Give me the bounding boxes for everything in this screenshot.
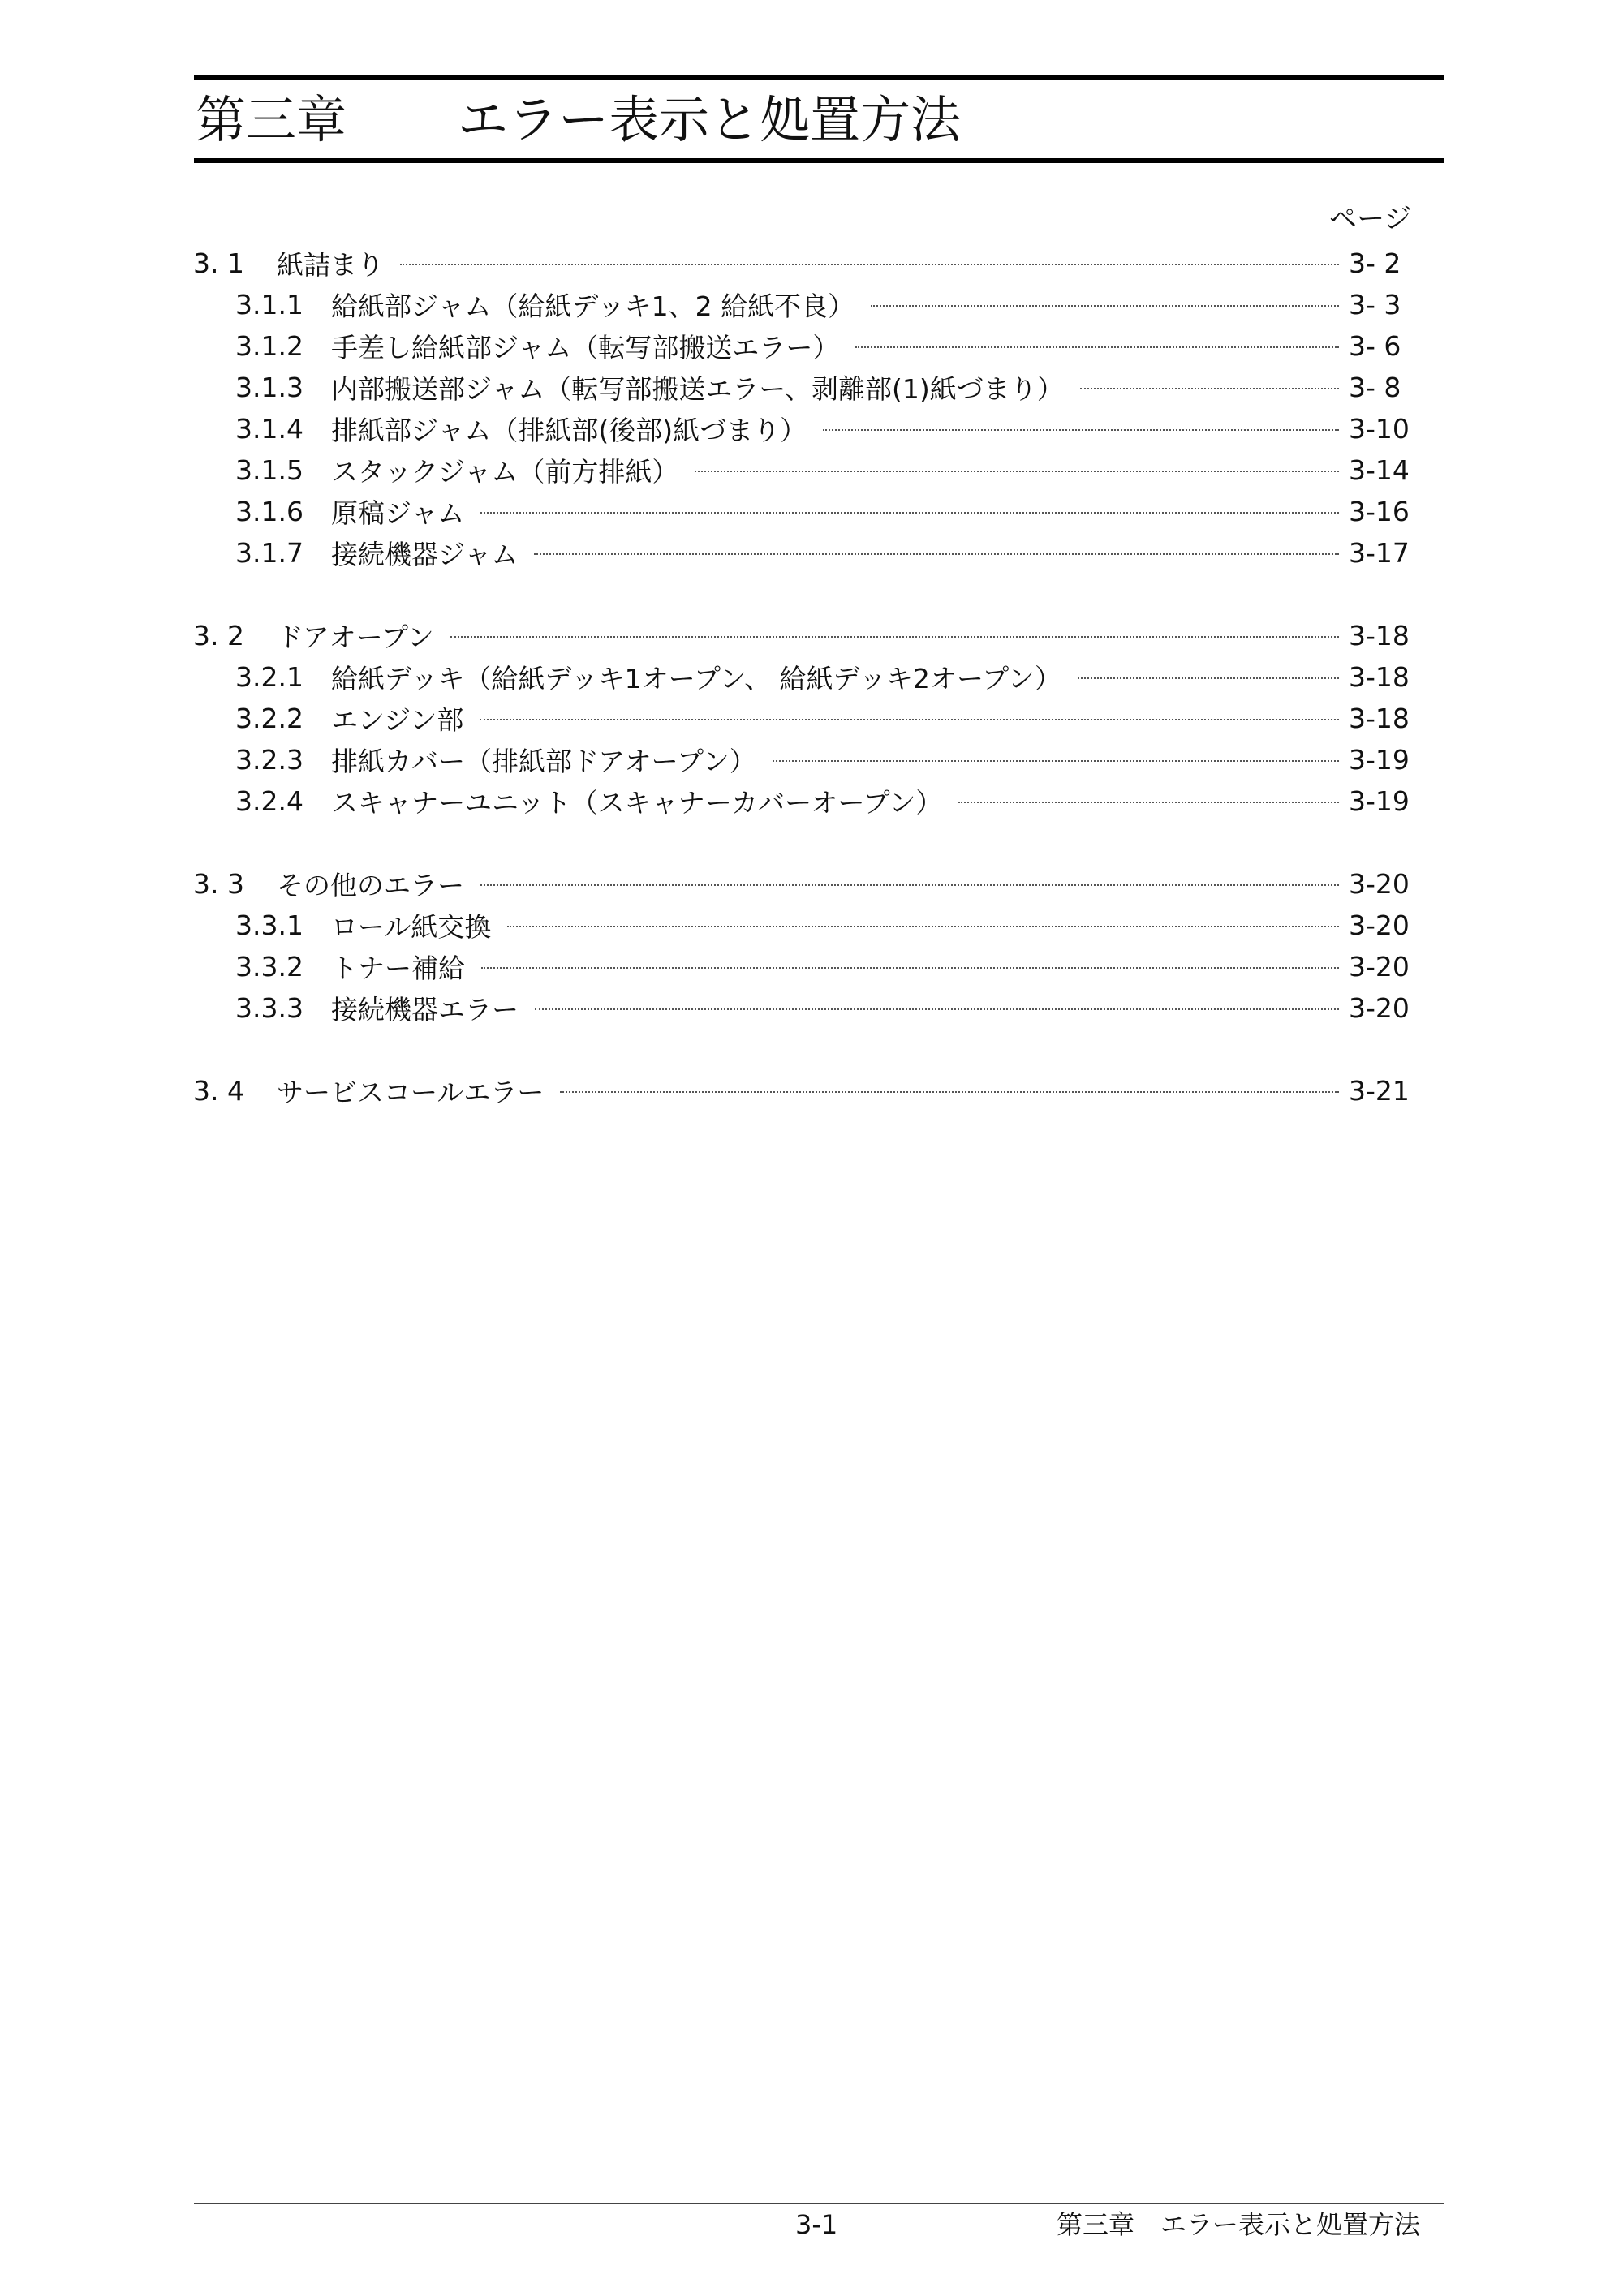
- toc-dot-leader: [450, 636, 1339, 638]
- toc-entry-3-1[interactable]: [193, 243, 1406, 282]
- toc-page-number: 3-19: [1349, 743, 1410, 776]
- toc-dot-leader: [1080, 388, 1339, 389]
- toc-section-title: 接続機器ジャム: [331, 538, 519, 570]
- toc-section-number: 3.2.4: [235, 785, 304, 817]
- toc-page-number: 3-21: [1349, 1074, 1410, 1107]
- toc-page-number: 3- 2: [1349, 247, 1401, 279]
- toc-section-number: 3.1.7: [235, 536, 304, 569]
- toc-section-title: 手差し給紙部ジャム（転写部搬送エラー）: [331, 331, 840, 363]
- toc-dot-leader: [958, 802, 1339, 803]
- toc-dot-leader: [855, 346, 1339, 348]
- toc-section-number: 3.3.1: [235, 909, 304, 941]
- footer-rule: [194, 2203, 1444, 2204]
- toc-page-number: 3-16: [1349, 495, 1410, 527]
- toc-dot-leader: [1078, 677, 1339, 679]
- toc-section-title: スタックジャム（前方排紙）: [331, 455, 679, 488]
- toc-section-title: サービスコールエラー: [277, 1076, 545, 1108]
- toc-section-title: スキャナーユニット（スキャナーカバーオープン）: [331, 786, 943, 819]
- toc-page-number: 3-18: [1349, 619, 1410, 651]
- toc-entry-3-2-3[interactable]: [235, 740, 1410, 779]
- toc-section-number: 3.1.4: [235, 412, 304, 445]
- toc-section-title: 排紙カバー（排紙部ドアオープン）: [331, 745, 756, 777]
- toc-section-number: 3. 4: [193, 1074, 244, 1107]
- toc-entry-3-2-2[interactable]: [235, 699, 1410, 737]
- toc-entry-3-1-7[interactable]: [235, 533, 1410, 572]
- toc-page-number: 3-18: [1349, 702, 1410, 734]
- toc-section-number: 3. 2: [193, 619, 244, 651]
- toc-entry-3-2[interactable]: [193, 616, 1410, 655]
- toc-section-number: 3. 1: [193, 247, 244, 279]
- toc-entry-3-3-2[interactable]: [235, 947, 1410, 986]
- toc-entry-3-3[interactable]: [193, 864, 1410, 903]
- toc-entry-3-1-2[interactable]: [235, 326, 1406, 365]
- toc-entry-3-1-3[interactable]: [235, 368, 1406, 406]
- toc-dot-leader: [871, 305, 1339, 307]
- toc-entry-3-1-4[interactable]: [235, 409, 1410, 448]
- toc-section-title: ロール紙交換: [331, 910, 492, 943]
- toc-dot-leader: [560, 1091, 1339, 1093]
- toc-section-title: トナー補給: [331, 952, 465, 984]
- toc-page-number: 3- 3: [1349, 288, 1401, 320]
- toc-section-title: ドアオープン: [277, 621, 434, 653]
- header-bottom-rule: [194, 158, 1444, 163]
- toc-section-title: 給紙部ジャム（給紙デッキ1、2 給紙不良）: [331, 290, 855, 322]
- toc-page-number: 3-10: [1349, 412, 1410, 445]
- toc-entry-3-3-1[interactable]: [235, 905, 1410, 944]
- toc-dot-leader: [480, 884, 1339, 886]
- toc-section-title: 内部搬送部ジャム（転写部搬送エラー、剥離部(1)紙づまり）: [331, 372, 1064, 405]
- toc-section-title: 接続機器エラー: [331, 993, 519, 1025]
- toc-section-number: 3.1.6: [235, 495, 304, 527]
- toc-section-number: 3.2.2: [235, 702, 304, 734]
- toc-dot-leader: [480, 512, 1339, 514]
- toc-section-number: 3.2.1: [235, 660, 304, 693]
- toc-entry-3-1-5[interactable]: [235, 450, 1410, 489]
- toc-section-number: 3.1.3: [235, 371, 304, 403]
- toc-page-number: 3-20: [1349, 991, 1410, 1024]
- toc-page-number: 3-17: [1349, 536, 1410, 569]
- toc-entry-3-1-1[interactable]: [235, 285, 1406, 324]
- toc-page-column-heading: ページ: [1329, 203, 1412, 235]
- toc-dot-leader: [400, 264, 1339, 265]
- toc-page-number: 3-20: [1349, 909, 1410, 941]
- toc-section-number: 3.2.3: [235, 743, 304, 776]
- toc-section-title: その他のエラー: [277, 869, 464, 901]
- toc-dot-leader: [481, 967, 1339, 969]
- toc-section-number: 3.1.1: [235, 288, 304, 320]
- toc-section-number: 3.3.3: [235, 991, 304, 1024]
- toc-entry-3-2-1[interactable]: [235, 657, 1410, 696]
- toc-page-number: 3-18: [1349, 660, 1410, 693]
- toc-dot-leader: [507, 926, 1339, 927]
- toc-section-title: 原稿ジャム: [331, 497, 465, 529]
- toc-dot-leader: [480, 719, 1339, 720]
- footer-chapter-label: 第三章 エラー表示と処置方法: [1057, 2209, 1421, 2240]
- toc-entry-3-1-6[interactable]: [235, 492, 1410, 531]
- chapter-number: 第三章: [196, 90, 347, 149]
- toc-page-number: 3- 8: [1349, 371, 1401, 403]
- toc-dot-leader: [773, 760, 1339, 762]
- toc-section-number: 3.1.2: [235, 329, 304, 362]
- toc-section-number: 3. 3: [193, 867, 244, 900]
- toc-section-number: 3.1.5: [235, 454, 304, 486]
- toc-section-title: 紙詰まり: [277, 248, 384, 281]
- toc-dot-leader: [534, 553, 1339, 555]
- toc-dot-leader: [535, 1008, 1339, 1010]
- toc-page-number: 3-14: [1349, 454, 1410, 486]
- toc-page-number: 3-20: [1349, 950, 1410, 982]
- toc-entry-3-4[interactable]: [193, 1071, 1410, 1110]
- toc-dot-leader: [823, 429, 1339, 431]
- toc-entry-3-2-4[interactable]: [235, 781, 1410, 820]
- toc-page-number: 3-19: [1349, 785, 1410, 817]
- toc-section-title: 給紙デッキ（給紙デッキ1オープン、 給紙デッキ2オープン）: [331, 662, 1061, 694]
- toc-section-number: 3.3.2: [235, 950, 304, 982]
- toc-page-number: 3- 6: [1349, 329, 1401, 362]
- toc-entry-3-3-3[interactable]: [235, 988, 1410, 1027]
- toc-section-title: 排紙部ジャム（排紙部(後部)紙づまり）: [331, 414, 807, 446]
- footer-page-number: 3-1: [795, 2209, 838, 2240]
- toc-page-number: 3-20: [1349, 867, 1410, 900]
- header-top-rule: [194, 75, 1444, 80]
- toc-section-title: エンジン部: [331, 703, 464, 736]
- chapter-title: エラー表示と処置方法: [458, 90, 962, 149]
- toc-dot-leader: [695, 471, 1339, 472]
